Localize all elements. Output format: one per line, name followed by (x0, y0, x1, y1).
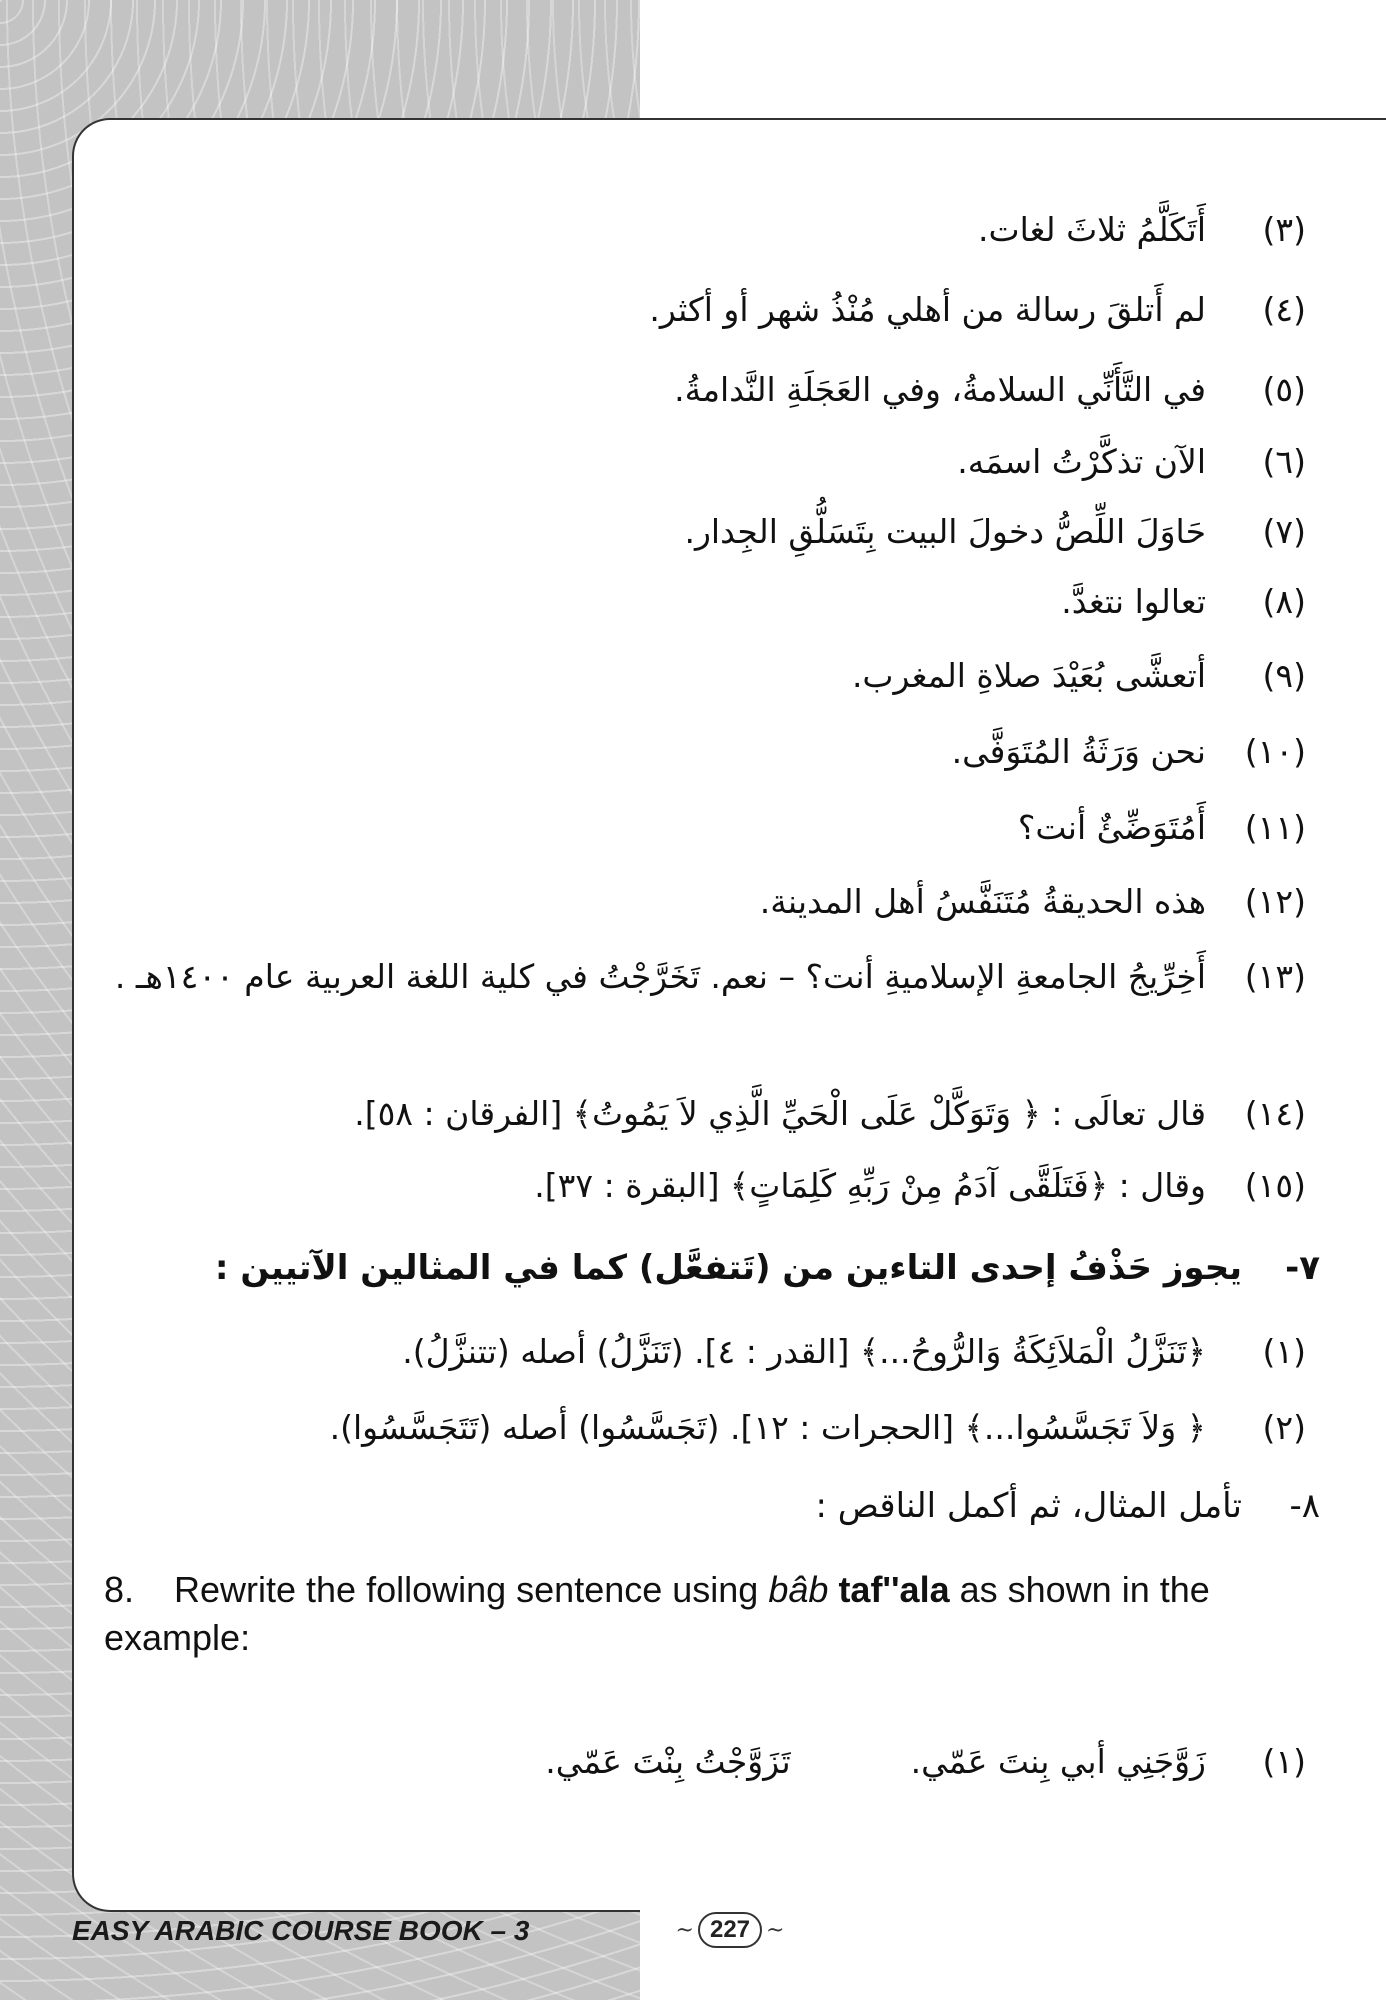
rule-8-heading: ٨-تأمل المثال، ثم أكمل الناقص : (815, 1486, 1320, 1526)
exercise-8-example: (١)زَوَّجَنِي أبي بِنتَ عَمّي.تَزَوَّجْتُ بِنْتَ عَمّي. (545, 1742, 1306, 1781)
sentence-13: (١٣)أَخِرِّيجُ الجامعةِ الإسلاميةِ أنت؟ – نعم. تَخَرَّجْتُ في كلية اللغة العربية عام ١٤٠٠هـ . (114, 957, 1306, 996)
page-number-ornament (660, 1908, 800, 1952)
flourish-left-icon: ~ (675, 1917, 694, 1943)
sentence-5: (٥)في التَّأَنِّي السلامةُ، وفي العَجَلَةِ النَّدامةُ. (674, 370, 1306, 409)
sentence-4: (٤)لم أَتلقَ رسالة من أهلي مُنْذُ شهر أو أكثر. (649, 290, 1306, 329)
sentence-9: (٩)أتعشَّى بُعَيْدَ صلاةِ المغرب. (851, 656, 1306, 695)
page-number: 227 (698, 1912, 762, 1948)
book-title: EASY ARABIC COURSE BOOK – 3 (72, 1915, 530, 1946)
sentence-10: (١٠)نحن وَرَثَةُ المُتَوَفَّى. (951, 732, 1306, 771)
sentence-6: (٦)الآن تذكَّرْتُ اسمَه. (957, 442, 1306, 481)
sentence-3: (٣)أَتَكَلَّمُ ثلاثَ لغات. (978, 210, 1306, 249)
sentence-8: (٨)تعالوا نتغدَّ. (1061, 582, 1306, 621)
sentence-11: (١١)أَمُتَوَضِّئٌ أنت؟ (1017, 808, 1306, 847)
rule-7-heading: ٧-يجوز حَذْفُ إحدى التاءين من (تَتفعَّل) كما في المثالين الآتيين : (214, 1248, 1320, 1288)
sentence-15: (١٥)وقال : ﴿فَتَلَقَّى آدَمُ مِنْ رَبِّهِ كَلِمَاتٍ﴾ [البقرة : ٣٧]. (534, 1166, 1306, 1205)
flourish-right-icon: ~ (766, 1917, 785, 1943)
sentence-14: (١٤)قال تعالَى : ﴿ وَتَوَكَّلْ عَلَى الْحَيِّ الَّذِي لاَ يَمُوتُ﴾ [الفرقان : ٥٨]. (354, 1094, 1306, 1133)
rule-7-example-1: (١)﴿تَنَزَّلُ الْمَلاَئِكَةُ وَالرُّوحُ...﴾ [القدر : ٤]. (تَنَزَّلُ) أصله (تتنزَّلُ). (402, 1332, 1306, 1371)
top-right-blank (640, 0, 1386, 120)
sentence-12: (١٢)هذه الحديقةُ مُتَنَفَّسُ أهل المدينة. (759, 882, 1306, 921)
sentence-7: (٧)حَاوَلَ اللِّصُّ دخولَ البيت بِتَسَلُّقِ الجِدار. (684, 512, 1306, 551)
exercise-8-english: 8. Rewrite the following sentence using bâb taf''ala as shown in the example: (104, 1569, 1210, 1658)
rule-7-example-2: (٢)﴿ وَلاَ تَجَسَّسُوا...﴾ [الحجرات : ١٢]. (تَجَسَّسُوا) أصله (تَتَجَسَّسُوا). (329, 1408, 1306, 1447)
